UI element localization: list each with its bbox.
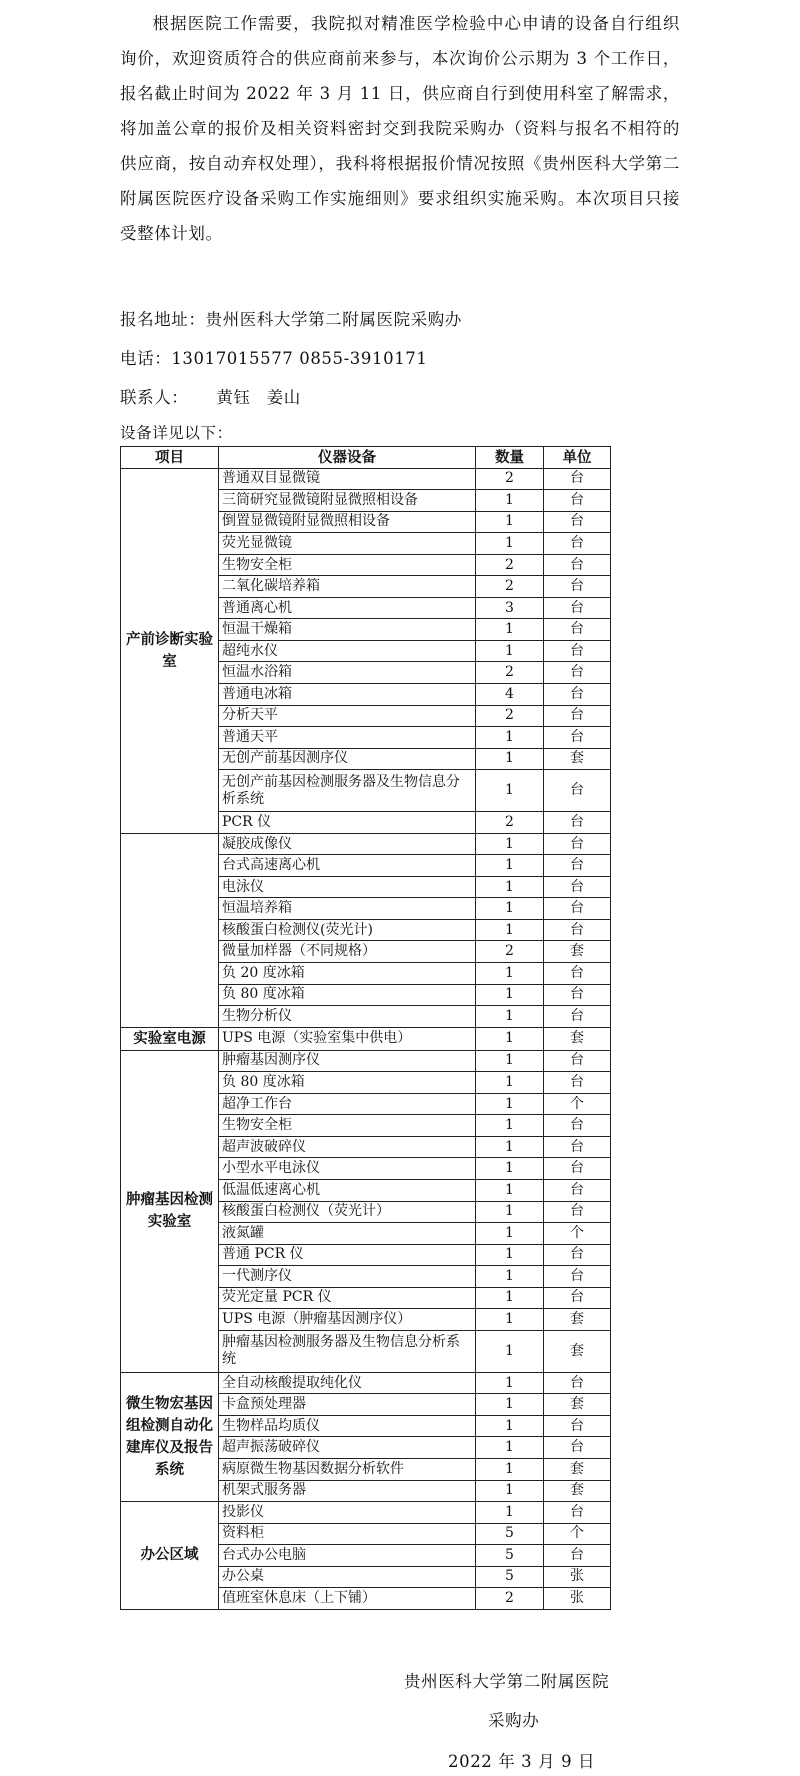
item-unit: 台 [544,855,611,877]
item-unit: 台 [544,705,611,727]
category-office-area [121,1502,219,1610]
item-name: UPS 电源（肿瘤基因测序仪） [219,1309,476,1331]
item-unit: 台 [544,919,611,941]
item-qty: 1 [476,1458,544,1480]
item-qty: 1 [476,1372,544,1394]
item-name: 全自动核酸提取纯化仪 [219,1372,476,1394]
item-unit: 台 [544,770,611,812]
item-unit: 台 [544,1136,611,1158]
item-qty: 1 [476,1330,544,1372]
item-unit: 个 [544,1093,611,1115]
category-label: 实验室电源 [133,1029,206,1047]
item-qty: 1 [476,1287,544,1309]
item-name: 普通天平 [219,727,476,749]
table-row [121,468,611,490]
item-unit: 台 [544,1201,611,1223]
item-qty: 1 [476,533,544,555]
item-name: 病原微生物基因数据分析软件 [219,1458,476,1480]
category-microbial-metagenome [121,1372,219,1501]
item-qty: 1 [476,1309,544,1331]
item-qty: 1 [476,1437,544,1459]
item-name: 恒温培养箱 [219,898,476,920]
item-qty: 2 [476,705,544,727]
item-name: PCR 仪 [219,812,476,834]
equipment-table [120,446,611,1610]
item-unit: 台 [544,1437,611,1459]
item-qty: 5 [476,1566,544,1588]
item-name: 生物安全柜 [219,1115,476,1137]
item-qty: 1 [476,1050,544,1072]
item-qty: 4 [476,684,544,706]
item-qty: 1 [476,1027,544,1050]
item-qty: 2 [476,812,544,834]
item-qty: 2 [476,941,544,963]
phone-numbers: 13017015577 0855-3910171 [171,349,428,368]
item-qty: 2 [476,576,544,598]
item-unit: 台 [544,576,611,598]
item-name: 恒温水浴箱 [219,662,476,684]
item-unit: 台 [544,1287,611,1309]
item-unit: 台 [544,468,611,490]
item-name: 肿瘤基因检测服务器及生物信息分析系统 [219,1330,476,1372]
contact-label: 联系人： [120,388,189,407]
item-name: 超声波破碎仪 [219,1136,476,1158]
item-name: 负 80 度冰箱 [219,1072,476,1094]
header-unit: 单位 [544,447,611,469]
item-unit: 套 [544,1480,611,1502]
item-unit: 套 [544,1309,611,1331]
item-qty: 1 [476,490,544,512]
item-name: 普通 PCR 仪 [219,1244,476,1266]
item-name: 凝胶成像仪 [219,833,476,855]
item-name: 资料柜 [219,1523,476,1545]
item-name: 普通双目显微镜 [219,468,476,490]
item-name: 机架式服务器 [219,1480,476,1502]
item-name: 无创产前基因测序仪 [219,748,476,770]
item-qty: 1 [476,727,544,749]
phone-line [120,345,427,369]
item-unit: 台 [544,833,611,855]
item-qty: 3 [476,597,544,619]
contact-line [120,384,301,408]
item-qty: 2 [476,662,544,684]
item-name: 办公桌 [219,1566,476,1588]
item-name: 分析天平 [219,705,476,727]
item-name: 液氮罐 [219,1223,476,1245]
category-prenatal-lab [121,468,219,833]
table-row [121,833,611,855]
category-label: 产前诊断实验室 [126,630,213,670]
item-qty: 1 [476,1072,544,1094]
item-unit: 台 [544,876,611,898]
item-name: UPS 电源（实验室集中供电） [219,1027,476,1050]
item-name: 卡盒预处理器 [219,1394,476,1416]
signature-date: 2022 年 3 月 9 日 [448,1752,596,1771]
item-qty: 2 [476,554,544,576]
item-qty: 1 [476,748,544,770]
item-unit: 台 [544,640,611,662]
item-name: 二氧化碳培养箱 [219,576,476,598]
item-unit: 套 [544,748,611,770]
table-caption: 设备详见以下： [120,424,233,442]
item-qty: 1 [476,1502,544,1524]
item-qty: 1 [476,1006,544,1028]
item-qty: 1 [476,1158,544,1180]
item-unit: 台 [544,1158,611,1180]
notice-paragraph [120,6,680,251]
item-unit: 台 [544,684,611,706]
notice-paragraph-text: 根据医院工作需要，我院拟对精准医学检验中心申请的设备自行组织询价，欢迎资质符合的供应商前来参与，本次询价公示期为 3 个工作日，报名截止时间为 2022 年 3 月 11 日，供应商自行到使用科室了解需求，将加盖公章的报价及相关资料密封交到我院采购办（资料与报名不相符的供应商，按自动弃权处理），我科将根据报价情况按照《贵州医科大学第二附属医院医疗设备采购工作实施细则》要求组织实施采购。本次项目只接受整体计划。 [120,14,680,243]
item-unit: 台 [544,812,611,834]
phone-label: 电话： [120,349,172,368]
item-name: 小型水平电泳仪 [219,1158,476,1180]
item-unit: 台 [544,662,611,684]
item-unit: 台 [544,511,611,533]
category-label: 肿瘤基因检测实验室 [126,1191,213,1231]
item-qty: 1 [476,919,544,941]
item-name: 台式高速离心机 [219,855,476,877]
item-qty: 1 [476,984,544,1006]
item-qty: 1 [476,855,544,877]
item-qty: 1 [476,1093,544,1115]
registration-address: 报名地址：贵州医科大学第二附属医院采购办 [120,310,462,329]
item-qty: 1 [476,1201,544,1223]
item-qty: 2 [476,468,544,490]
item-unit: 台 [544,1502,611,1524]
item-unit: 台 [544,1266,611,1288]
item-qty: 5 [476,1523,544,1545]
item-unit: 台 [544,1006,611,1028]
item-name: 核酸蛋白检测仪（荧光计） [219,1201,476,1223]
item-unit: 台 [544,727,611,749]
item-name: 核酸蛋白检测仪(荧光计) [219,919,476,941]
item-name: 低温低速离心机 [219,1179,476,1201]
header-category: 项目 [121,447,219,469]
item-qty: 5 [476,1545,544,1567]
item-unit: 台 [544,1179,611,1201]
item-qty: 1 [476,1223,544,1245]
item-unit: 台 [544,984,611,1006]
item-qty: 1 [476,1244,544,1266]
item-unit: 张 [544,1566,611,1588]
item-unit: 台 [544,619,611,641]
item-unit: 张 [544,1588,611,1610]
table-row [121,1027,611,1050]
item-unit: 台 [544,1115,611,1137]
item-unit: 台 [544,898,611,920]
item-name: 值班室休息床（上下铺） [219,1588,476,1610]
item-unit: 台 [544,1050,611,1072]
item-name: 一代测序仪 [219,1266,476,1288]
item-qty: 1 [476,1115,544,1137]
table-row [121,1050,611,1072]
item-unit: 个 [544,1523,611,1545]
item-unit: 台 [544,1372,611,1394]
item-qty: 1 [476,1266,544,1288]
item-name: 电泳仪 [219,876,476,898]
item-name: 荧光显微镜 [219,533,476,555]
item-unit: 台 [544,597,611,619]
item-unit: 个 [544,1223,611,1245]
item-name: 台式办公电脑 [219,1545,476,1567]
item-qty: 1 [476,640,544,662]
item-name: 荧光定量 PCR 仪 [219,1287,476,1309]
item-name: 超声振荡破碎仪 [219,1437,476,1459]
table-row [121,1502,611,1524]
item-unit: 台 [544,1415,611,1437]
item-name: 普通离心机 [219,597,476,619]
signature-organization: 贵州医科大学第二附属医院 [404,1672,610,1691]
item-qty: 1 [476,770,544,812]
item-name: 负 80 度冰箱 [219,984,476,1006]
signature-department: 采购办 [488,1711,540,1730]
item-name: 恒温干燥箱 [219,619,476,641]
item-unit: 套 [544,1458,611,1480]
item-qty: 1 [476,833,544,855]
item-unit: 套 [544,1394,611,1416]
item-name: 微量加样器（不同规格） [219,941,476,963]
item-unit: 套 [544,1330,611,1372]
item-name: 负 20 度冰箱 [219,963,476,985]
item-name: 超净工作台 [219,1093,476,1115]
item-qty: 1 [476,1136,544,1158]
item-unit: 台 [544,533,611,555]
item-name: 无创产前基因检测服务器及生物信息分析系统 [219,770,476,812]
item-unit: 台 [544,554,611,576]
table-header-row [121,447,611,469]
item-qty: 1 [476,898,544,920]
category-tumor-gene-lab [121,1050,219,1372]
header-qty: 数量 [476,447,544,469]
contact-name-2: 姜山 [266,388,301,407]
contact-name-1: 黄钰 [216,388,251,407]
item-unit: 台 [544,1545,611,1567]
item-unit: 套 [544,1027,611,1050]
item-qty: 1 [476,1394,544,1416]
item-unit: 台 [544,963,611,985]
item-unit: 套 [544,941,611,963]
item-name: 生物分析仪 [219,1006,476,1028]
category-lab-power [121,1027,219,1050]
item-name: 超纯水仪 [219,640,476,662]
item-unit: 台 [544,1244,611,1266]
item-name: 三筒研究显微镜附显微照相设备 [219,490,476,512]
category-label: 办公区域 [140,1546,199,1564]
item-unit: 台 [544,490,611,512]
item-qty: 1 [476,963,544,985]
item-qty: 1 [476,1480,544,1502]
item-name: 投影仪 [219,1502,476,1524]
table-row [121,1372,611,1394]
item-name: 普通电冰箱 [219,684,476,706]
item-qty: 1 [476,619,544,641]
category-label: 微生物宏基因组检测自动化建库仪及报告系统 [126,1394,213,1478]
item-unit: 台 [544,1072,611,1094]
item-name: 肿瘤基因测序仪 [219,1050,476,1072]
item-qty: 1 [476,511,544,533]
header-name: 仪器设备 [219,447,476,469]
item-qty: 1 [476,1179,544,1201]
item-name: 倒置显微镜附显微照相设备 [219,511,476,533]
item-name: 生物安全柜 [219,554,476,576]
category-unlabeled [121,833,219,1027]
item-qty: 1 [476,1415,544,1437]
item-name: 生物样品均质仪 [219,1415,476,1437]
item-qty: 2 [476,1588,544,1610]
item-qty: 1 [476,876,544,898]
